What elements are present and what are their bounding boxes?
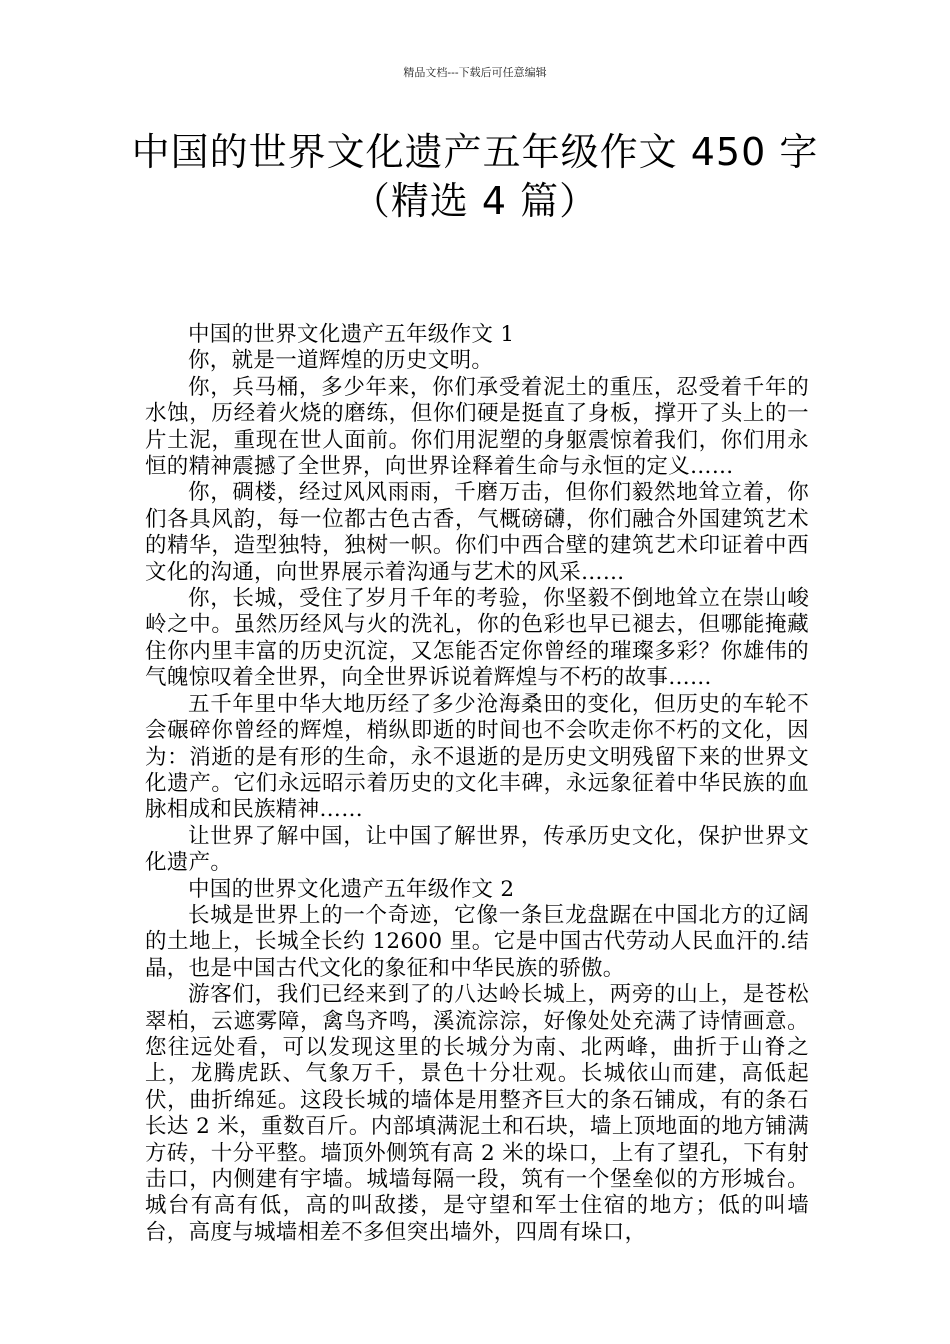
title-line-1: 中国的世界文化遗产五年级作文 450 字	[131, 130, 819, 174]
document-body	[145, 322, 809, 1246]
paragraph: 你，长城，受住了岁月千年的考验，你坚毅不倒地耸立在崇山峻岭之中。虽然历经风与火的洗礼，你的色彩也早已褪去，但哪能掩藏住你内里丰富的历史沉淀，又怎能否定你曾经的璀璨多彩？你雄伟的气魄惊叹着全世界，向全世界诉说着辉煌与不朽的故事……	[145, 586, 809, 691]
paragraph: 你，就是一道辉煌的历史文明。	[188, 348, 494, 374]
title-line-2: （精选 4 篇）	[351, 179, 599, 223]
essay-heading-2: 中国的世界文化遗产五年级作文 2	[188, 876, 515, 902]
paragraph: 五千年里中华大地历经了多少沧海桑田的变化，但历史的车轮不会碾碎你曾经的辉煌，梢纵即逝的时间也不会吹走你不朽的文化，因为：消逝的是有形的生命，永不退逝的是历史文明残留下来的世界文化遗产。它们永远昭示着历史的文化丰碑，永远象征着中华民族的血脉相成和民族精神……	[145, 691, 809, 823]
essay-heading-1: 中国的世界文化遗产五年级作文 1	[188, 322, 515, 347]
paragraph: 让世界了解中国，让中国了解世界，传承历史文化，保护世界文化遗产。	[145, 823, 809, 876]
page-header-note: 精品文档---下载后可任意编辑	[403, 66, 547, 79]
paragraph: 长城是世界上的一个奇迹，它像一条巨龙盘踞在中国北方的辽阔的土地上，长城全长约 12600 里。它是中国古代劳动人民血汗的.结晶，也是中国古代文化的象征和中华民族的骄傲。	[145, 902, 809, 981]
paragraph: 你，兵马桶，多少年来，你们承受着泥土的重压，忍受着千年的水蚀，历经着火烧的磨练，但你们硬是挺直了身板，撑开了头上的一片土泥，重现在世人面前。你们用泥塑的身躯震惊着我们，你们用永恒的精神震撼了全世界，向世界诠释着生命与永恒的定义……	[145, 374, 809, 480]
paragraph: 你，碉楼，经过风风雨雨，千磨万击，但你们毅然地耸立着，你们各具风韵，每一位都古色古香，气概磅礴，你们融合外国建筑艺术的精华，造型独特，独树一帜。你们中西合壁的建筑艺术印证着中西文化的沟通，向世界展示着沟通与艺术的风采……	[145, 480, 809, 585]
document-title	[60, 128, 890, 226]
paragraph: 游客们，我们已经来到了的八达岭长城上，两旁的山上，是苍松翠柏，云遮雾障，禽鸟齐鸣，溪流淙淙，好像处处充满了诗情画意。您往远处看，可以发现这里的长城分为南、北两峰，曲折于山脊之上，龙腾虎跃、气象万千，景色十分壮观。长城依山而建，高低起伏，曲折绵延。这段长城的墙体是用整齐巨大的条石铺成，有的条石长达 2 米，重数百斤。内部填满泥土和石块，墙上顶地面的地方铺满方砖，十分平整。墙顶外侧筑有高 2 米的垛口，上有了望孔，下有射击口，内侧建有宇墙。城墙每隔一段，筑有一个堡垒似的方形城台。城台有高有低，高的叫敌搂，是守望和军士住宿的地方；低的叫墙台，高度与城墙相差不多但突出墙外，四周有垛口，	[145, 982, 809, 1245]
